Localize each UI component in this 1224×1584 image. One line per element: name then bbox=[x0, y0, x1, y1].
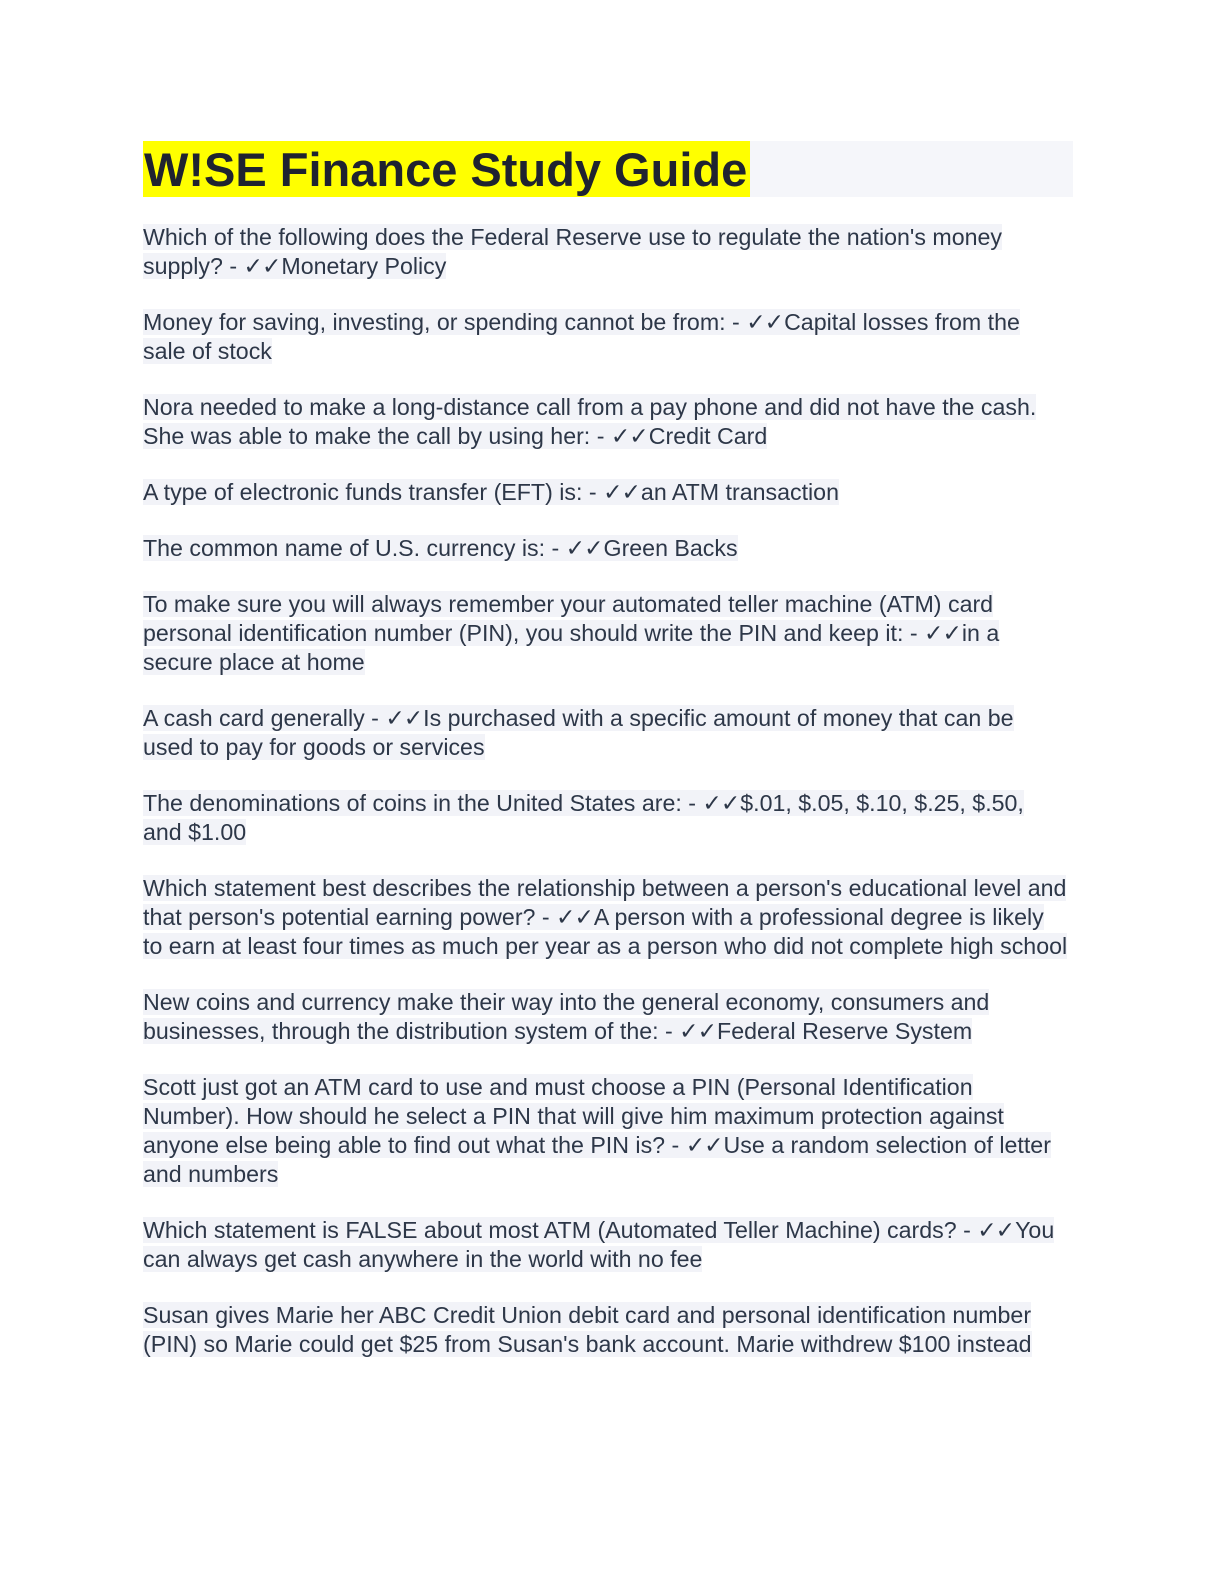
qa-list bbox=[143, 223, 1073, 1359]
separator: - bbox=[364, 705, 386, 731]
separator: - bbox=[582, 479, 604, 505]
question-text: Which statement is FALSE about most ATM (Automated Teller Machine) cards? bbox=[143, 1217, 957, 1243]
answer-text: Federal Reserve System bbox=[717, 1018, 973, 1044]
question-text: Susan gives Marie her ABC Credit Union debit card and personal identification number (PIN) so Marie could get $25 from Susan's bank account. Marie withdrew $100 instead bbox=[143, 1302, 1032, 1357]
checkmark-icon: ✓✓ bbox=[924, 620, 961, 646]
separator: - bbox=[681, 790, 703, 816]
answer-text: in a secure place at home bbox=[143, 620, 1000, 675]
answer-text: You can always get cash anywhere in the world with no fee bbox=[143, 1217, 1055, 1272]
answer-text: Capital losses from the sale of stock bbox=[143, 309, 1020, 364]
answer-text: $.01, $.05, $.10, $.25, $.50, and $1.00 bbox=[143, 790, 1024, 845]
qa-item bbox=[143, 988, 1068, 1046]
checkmark-icon: ✓✓ bbox=[603, 479, 640, 505]
qa-item bbox=[143, 223, 1068, 281]
checkmark-icon: ✓✓ bbox=[610, 423, 648, 449]
question-text: The denominations of coins in the United States are: bbox=[143, 790, 682, 816]
qa-item bbox=[143, 1216, 1068, 1274]
question-text: A type of electronic funds transfer (EFT) is: bbox=[143, 479, 583, 505]
question-text: A cash card generally bbox=[143, 705, 365, 731]
checkmark-icon: ✓✓ bbox=[565, 535, 603, 561]
checkmark-icon: ✓✓ bbox=[679, 1018, 717, 1044]
separator: - bbox=[956, 1217, 978, 1243]
qa-item bbox=[143, 590, 1068, 677]
study-guide-page bbox=[143, 141, 1073, 1386]
qa-item bbox=[143, 393, 1068, 451]
separator: - bbox=[545, 535, 566, 561]
qa-item bbox=[143, 704, 1068, 762]
separator: - bbox=[658, 1018, 680, 1044]
answer-text: Credit Card bbox=[648, 423, 768, 449]
question-text: Money for saving, investing, or spending cannot be from: bbox=[143, 309, 726, 335]
answer-text: A person with a professional degree is likely to earn at least four times as much per year as a person who did not complete high school bbox=[143, 904, 1068, 959]
checkmark-icon: ✓✓ bbox=[556, 904, 593, 930]
question-text: Nora needed to make a long-distance call from a pay phone and did not have the cash. She was able to make the call by using her: bbox=[143, 394, 1037, 449]
qa-item bbox=[143, 534, 1068, 563]
separator: - bbox=[903, 620, 925, 646]
title-bar bbox=[143, 141, 1073, 197]
question-text: Which of the following does the Federal Reserve use to regulate the nation's money supply? bbox=[143, 224, 1002, 279]
checkmark-icon: ✓✓ bbox=[746, 309, 784, 335]
qa-item bbox=[143, 789, 1068, 847]
qa-item bbox=[143, 478, 1068, 507]
qa-item bbox=[143, 874, 1068, 961]
answer-text: Green Backs bbox=[603, 535, 738, 561]
qa-item bbox=[143, 308, 1068, 366]
separator: - bbox=[725, 309, 747, 335]
question-text: Which statement best describes the relationship between a person's educational level and that person's potential earning power? bbox=[143, 875, 1067, 930]
qa-item bbox=[143, 1073, 1068, 1189]
checkmark-icon: ✓✓ bbox=[977, 1217, 1015, 1243]
separator: - bbox=[535, 904, 557, 930]
page-title: W!SE Finance Study Guide bbox=[143, 141, 750, 197]
question-text: New coins and currency make their way into the general economy, consumers and businesses, through the distribution system of the: bbox=[143, 989, 990, 1044]
checkmark-icon: ✓✓ bbox=[243, 253, 281, 279]
checkmark-icon: ✓✓ bbox=[685, 1132, 723, 1158]
separator: - bbox=[222, 253, 244, 279]
question-text: The common name of U.S. currency is: bbox=[143, 535, 546, 561]
answer-text: Monetary Policy bbox=[281, 253, 447, 279]
separator: - bbox=[590, 423, 611, 449]
checkmark-icon: ✓✓ bbox=[702, 790, 740, 816]
checkmark-icon: ✓✓ bbox=[385, 705, 423, 731]
question-text: Scott just got an ATM card to use and must choose a PIN (Personal Identification Number). How should he select a PIN that will give him maximum protection against anyone else being able to find out what the PIN is? bbox=[143, 1074, 1004, 1158]
question-text: To make sure you will always remember your automated teller machine (ATM) card personal identification number (PIN), you should write the PIN and keep it: bbox=[143, 591, 994, 646]
answer-text: Is purchased with a specific amount of money that can be used to pay for goods or services bbox=[143, 705, 1014, 760]
separator: - bbox=[665, 1132, 686, 1158]
answer-text: Use a random selection of letter and numbers bbox=[143, 1132, 1051, 1187]
qa-item bbox=[143, 1301, 1068, 1359]
answer-text: an ATM transaction bbox=[640, 479, 839, 505]
